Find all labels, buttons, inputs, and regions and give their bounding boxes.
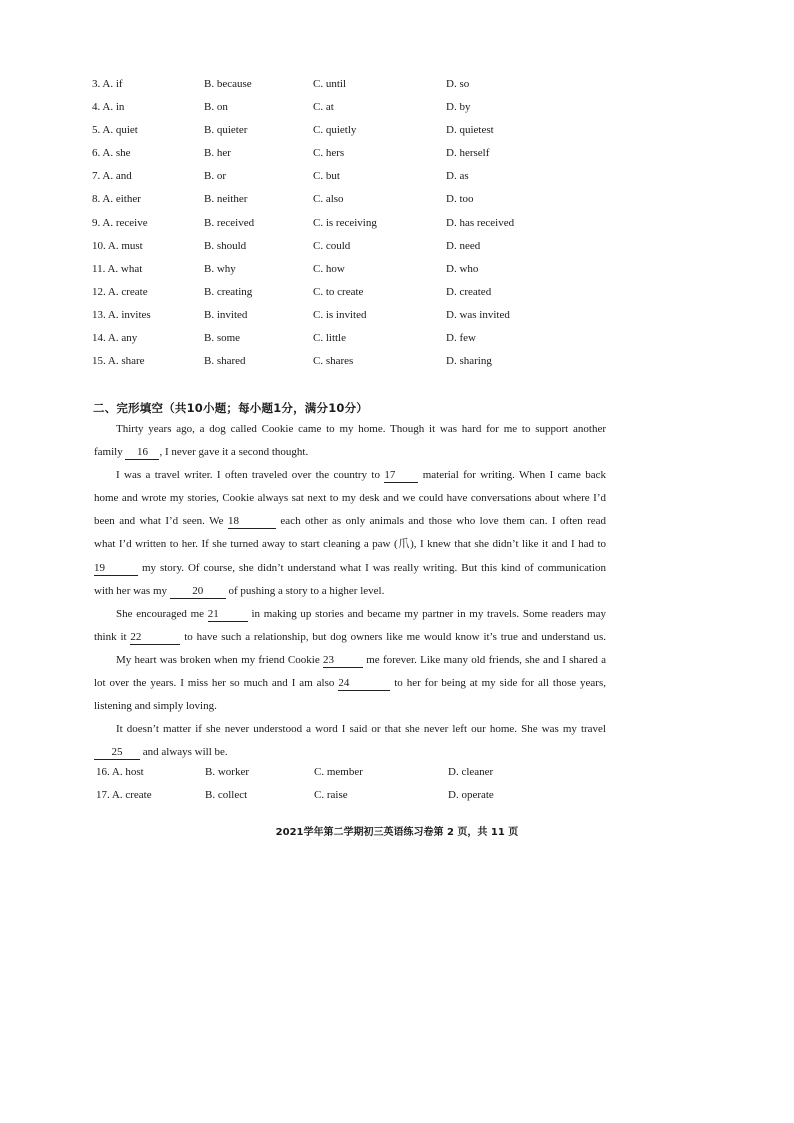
option-a: 8. A. either xyxy=(92,193,141,206)
option-d: D. herself xyxy=(446,147,490,160)
option-c: C. could xyxy=(313,239,351,252)
option-d: D. few xyxy=(446,332,476,345)
blank-25: 25 xyxy=(94,746,140,760)
option-a: 6. A. she xyxy=(92,147,131,160)
option-d: D. created xyxy=(446,285,492,298)
question-row-5 xyxy=(92,124,652,147)
option-b: B. neither xyxy=(204,193,248,206)
question-row-11 xyxy=(92,263,652,286)
passage-text: what I’d written to her. If she turned away to start cleaning a paw (爪), I knew that she didn’t like it and I had to xyxy=(94,538,606,551)
option-b: B. some xyxy=(204,332,241,345)
option-a: 16. A. host xyxy=(96,766,144,778)
question-row-4 xyxy=(92,101,652,124)
option-b: B. her xyxy=(204,147,231,160)
option-b: B. should xyxy=(204,239,247,252)
blank-17: 17 xyxy=(384,469,418,483)
option-c: C. member xyxy=(314,766,363,778)
passage-line xyxy=(94,418,606,441)
question-row-17 xyxy=(96,789,656,812)
option-d: D. so xyxy=(446,78,470,90)
option-b: B. worker xyxy=(205,766,249,778)
passage-text: each other as only animals and those who love them can. I often read xyxy=(275,515,606,528)
option-d: D. sharing xyxy=(446,355,492,368)
option-b: B. received xyxy=(204,216,255,229)
passage-line xyxy=(94,533,606,556)
option-c: C. but xyxy=(313,170,340,183)
option-a: 10. A. must xyxy=(92,239,143,252)
passage-text: I was a travel writer. I often traveled over the country to xyxy=(116,469,385,482)
option-b: B. or xyxy=(204,170,226,183)
option-b: B. invited xyxy=(204,308,248,321)
option-c: C. until xyxy=(313,78,347,90)
question-row-7 xyxy=(92,170,652,193)
passage-line xyxy=(94,695,606,718)
passage-text: with her was my xyxy=(94,584,170,597)
passage-line xyxy=(94,741,606,764)
option-a: 5. A. quiet xyxy=(92,124,138,137)
section-title: 二、完形填空（共10小题；每小题1分，满分10分） xyxy=(93,401,369,415)
passage-text: material for writing. When I came back xyxy=(418,469,606,482)
option-d: D. as xyxy=(446,170,469,183)
option-a: 3. A. if xyxy=(92,78,123,90)
option-c: C. how xyxy=(313,262,345,275)
option-d: D. too xyxy=(446,193,474,206)
option-a: 11. A. what xyxy=(92,262,143,275)
passage-line xyxy=(94,580,606,603)
passage-line xyxy=(94,441,606,464)
option-c: C. hers xyxy=(313,147,345,160)
option-b: B. shared xyxy=(204,355,246,368)
option-a: 15. A. share xyxy=(92,355,145,368)
option-c: C. to create xyxy=(313,285,364,298)
question-row-13 xyxy=(92,309,652,332)
passage-text: lot over the years. I miss her so much and I am also xyxy=(94,677,339,690)
question-row-16 xyxy=(96,766,656,789)
page-footer: 2021学年第二学期初三英语练习卷第 2 页，共 11 页 xyxy=(275,827,519,838)
option-c: C. shares xyxy=(313,355,354,368)
passage-text: think it xyxy=(94,630,131,643)
passage-line xyxy=(94,603,606,626)
passage-text: It doesn’t matter if she never understood a word I said or that she never left our home. She was my travel xyxy=(116,723,606,736)
passage-text: family xyxy=(94,446,126,459)
question-row-8 xyxy=(92,193,652,216)
passage-text: home and wrote my stories, Cookie always sat next to my desk and we could have conversations about where I’d xyxy=(94,492,606,505)
option-a: 17. A. create xyxy=(96,789,152,801)
passage-text: in making up stories and became my partner in my travels. Some readers may xyxy=(247,607,606,620)
passage-text: She encouraged me xyxy=(116,607,208,620)
option-a: 7. A. and xyxy=(92,170,132,183)
blank-19: 19 xyxy=(94,562,138,576)
passage-line xyxy=(94,672,606,695)
option-c: C. at xyxy=(313,101,334,114)
passage-line xyxy=(94,626,606,649)
option-a: 4. A. in xyxy=(92,101,125,114)
passage-text: My heart was broken when my friend Cookie xyxy=(116,653,323,666)
option-a: 14. A. any xyxy=(92,332,138,345)
blank-23: 23 xyxy=(323,654,363,668)
passage-text: Thirty years ago, a dog called Cookie came to my home. Though it was hard for me to support another xyxy=(116,423,606,435)
option-b: B. collect xyxy=(205,789,248,801)
passage-text: my story. Of course, she didn’t understand what I was really writing. But this kind of communication xyxy=(138,561,606,574)
option-b: B. why xyxy=(204,262,236,275)
passage-text: me forever. Like many old friends, she and I shared a xyxy=(362,653,606,666)
blank-21: 21 xyxy=(208,608,248,622)
blank-20: 20 xyxy=(170,585,226,599)
option-d: D. was invited xyxy=(446,308,510,321)
option-c: C. also xyxy=(313,193,344,206)
passage-line xyxy=(94,510,606,533)
option-a: 9. A. receive xyxy=(92,216,148,229)
passage-text: , I never gave it a second thought. xyxy=(159,446,309,459)
passage-text: to her for being at my side for all those years, xyxy=(390,677,606,690)
passage-text: of pushing a story to a higher level. xyxy=(225,584,385,597)
option-a: 13. A. invites xyxy=(92,308,151,321)
passage-line xyxy=(94,718,606,741)
option-d: D. by xyxy=(446,101,471,114)
option-d: D. cleaner xyxy=(448,766,494,778)
passage-line xyxy=(94,464,606,487)
question-row-15 xyxy=(92,355,652,378)
passage-text: to have such a relationship, but dog owners like me would know it’s true and understand us. xyxy=(180,630,606,643)
passage-text: been and what I’d seen. We xyxy=(94,515,228,528)
question-row-12 xyxy=(92,286,652,309)
option-d: D. has received xyxy=(446,216,515,229)
option-d: D. quietest xyxy=(446,124,494,137)
option-c: C. is invited xyxy=(313,308,367,321)
option-c: C. little xyxy=(313,332,346,345)
option-c: C. quietly xyxy=(313,124,357,137)
blank-22: 22 xyxy=(130,631,180,645)
question-row-10 xyxy=(92,240,652,263)
question-row-6 xyxy=(92,147,652,170)
blank-24: 24 xyxy=(338,677,390,691)
question-row-9 xyxy=(92,217,652,240)
passage-text: and always will be. xyxy=(140,746,228,759)
cloze-passage xyxy=(94,418,606,764)
option-b: B. because xyxy=(204,78,252,90)
option-c: C. is receiving xyxy=(313,216,377,229)
option-a: 12. A. create xyxy=(92,285,148,298)
passage-line xyxy=(94,649,606,672)
question-row-14 xyxy=(92,332,652,355)
option-d: D. operate xyxy=(448,789,494,801)
passage-line xyxy=(94,557,606,580)
option-d: D. who xyxy=(446,262,479,275)
passage-text: listening and simply loving. xyxy=(94,700,217,713)
passage-line xyxy=(94,487,606,510)
question-row-3 xyxy=(92,78,652,101)
cloze-options xyxy=(96,766,656,812)
option-d: D. need xyxy=(446,239,481,252)
multiple-choice-list xyxy=(92,78,652,378)
option-b: B. creating xyxy=(204,285,253,298)
blank-18: 18 xyxy=(228,515,276,529)
option-b: B. on xyxy=(204,101,228,114)
option-b: B. quieter xyxy=(204,124,248,137)
option-c: C. raise xyxy=(314,789,348,801)
blank-16: 16 xyxy=(125,446,159,460)
